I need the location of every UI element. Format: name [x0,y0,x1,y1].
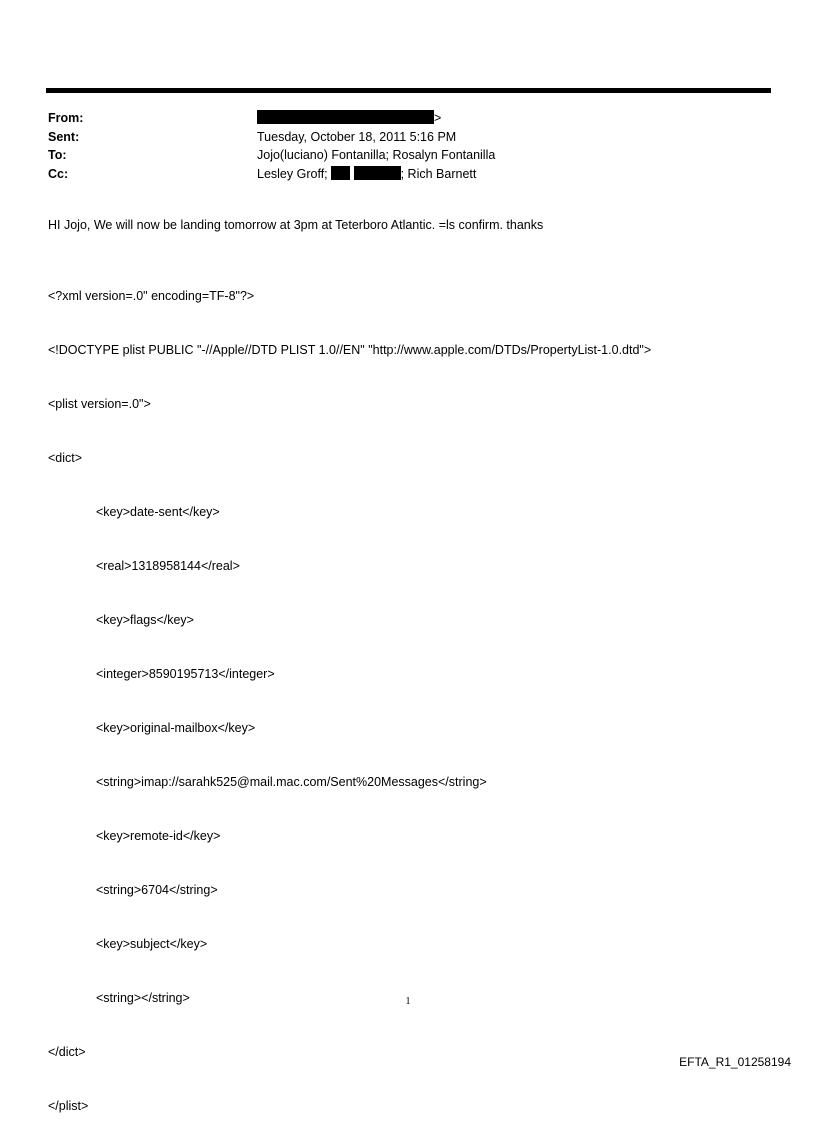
from-label: From: [48,111,84,125]
plist-line: </dict> [48,1045,86,1059]
redaction-box [331,166,350,180]
plist-line: <key>subject</key> [96,937,208,951]
cc-value [257,165,476,184]
cc-label: Cc: [48,166,69,181]
redaction-box [257,110,434,124]
to-value: Jojo(luciano) Fontanilla; Rosalyn Fontanilla [257,148,496,162]
document-id: EFTA_R1_01258194 [679,1055,791,1069]
plist-line: <plist version=.0"> [48,397,151,411]
plist-line: <key>date-sent</key> [96,505,220,519]
page-number: 1 [405,996,411,1007]
plist-line: <integer>8590195713</integer> [96,667,275,681]
plist-line: <key>remote-id</key> [96,829,221,843]
plist-line: <string>imap://sarahk525@mail.mac.com/Sent%20Messages</string> [96,775,487,789]
header-rule [46,88,771,93]
plist-line: <key>flags</key> [96,613,194,627]
plist-line: <!DOCTYPE plist PUBLIC "-//Apple//DTD PLIST 1.0//EN" "http://www.apple.com/DTDs/PropertyList-1.0.dtd"> [48,343,652,357]
message-body: HI Jojo, We will now be landing tomorrow at 3pm at Teterboro Atlantic. =ls confirm. thanks [48,218,544,232]
redaction-box [354,166,401,180]
sent-label: Sent: [48,129,80,144]
plist-line: <string>6704</string> [96,883,218,897]
plist-line: <key>original-mailbox</key> [96,721,256,735]
plist-line: <dict> [48,451,83,465]
from-value-suffix: > [434,111,442,125]
cc-value-end: ; Rich Barnett [400,166,477,181]
plist-line: </plist> [48,1099,89,1113]
to-label: To: [48,148,67,162]
plist-line: <real>1318958144</real> [96,559,240,573]
sent-value: Tuesday, October 18, 2011 5:16 PM [257,129,457,144]
plist-line: <string></string> [96,991,190,1005]
from-value [257,109,441,128]
plist-line: <?xml version=.0" encoding=TF-8"?> [48,289,255,303]
cc-value-start: Lesley Groff; [257,166,328,181]
